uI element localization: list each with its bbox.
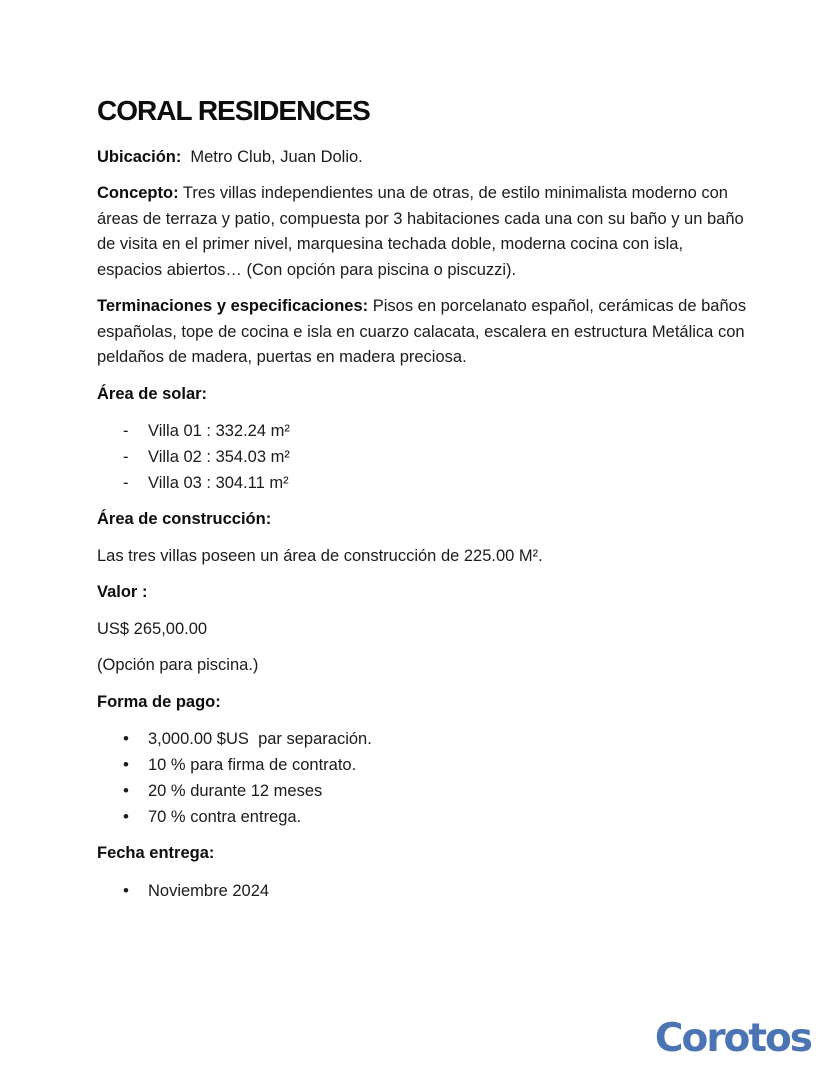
fecha-entrega-list	[97, 878, 752, 904]
list-item: • 3,000.00 $US par separación.	[148, 726, 752, 752]
valor-heading: Valor :	[97, 583, 148, 602]
fecha-entrega-heading: Fecha entrega:	[97, 844, 215, 863]
terminaciones-value: Pisos en porcelanato español, cerámicas de baños españolas, tope de cocina e isla en cuarzo calacata, escalera en estructura Metálica con peldaños de madera, puertas en madera preciosa.	[97, 297, 751, 367]
list-item: • 70 % contra entrega.	[148, 804, 752, 830]
corotos-logo: Corotos	[654, 1016, 811, 1061]
valor-note: (Opción para piscina.)	[97, 656, 259, 675]
list-item: - Villa 03 : 304.11 m²	[148, 470, 752, 496]
terminaciones-paragraph	[97, 294, 752, 371]
area-construccion-heading: Área de construcción:	[97, 510, 272, 529]
list-item: • 20 % durante 12 meses	[148, 778, 752, 804]
concepto-value: Tres villas independientes una de otras, de estilo minimalista moderno con áreas de terraza y patio, compuesta por 3 habitaciones cada una con su baño y un baño de visita en el primer nivel, marquesina techada doble, moderna cocina con isla, espacios abiertos… (Con opción para piscina o piscuzzi).	[97, 184, 749, 279]
area-solar-list	[97, 418, 752, 496]
area-solar-heading: Área de solar:	[97, 384, 208, 403]
concepto-label: Concepto:	[97, 184, 179, 203]
list-item: - Villa 01 : 332.24 m²	[148, 418, 752, 444]
ubicacion-paragraph	[97, 145, 752, 171]
list-item: • Noviembre 2024	[148, 878, 752, 904]
concepto-paragraph	[97, 181, 752, 283]
ubicacion-value: Metro Club, Juan Dolio.	[190, 147, 363, 166]
document-content	[97, 94, 752, 915]
terminaciones-label: Terminaciones y especificaciones:	[97, 297, 369, 316]
forma-pago-list	[97, 726, 752, 830]
list-item: - Villa 02 : 354.03 m²	[148, 444, 752, 470]
page-title: CORAL RESIDENCES	[97, 95, 370, 126]
area-construccion-text: Las tres villas poseen un área de construcción de 225.00 M².	[97, 546, 543, 565]
list-item: • 10 % para firma de contrato.	[148, 752, 752, 778]
ubicacion-label: Ubicación:	[97, 147, 182, 166]
forma-pago-heading: Forma de pago:	[97, 692, 221, 711]
valor-price: US$ 265,00.00	[97, 619, 208, 638]
